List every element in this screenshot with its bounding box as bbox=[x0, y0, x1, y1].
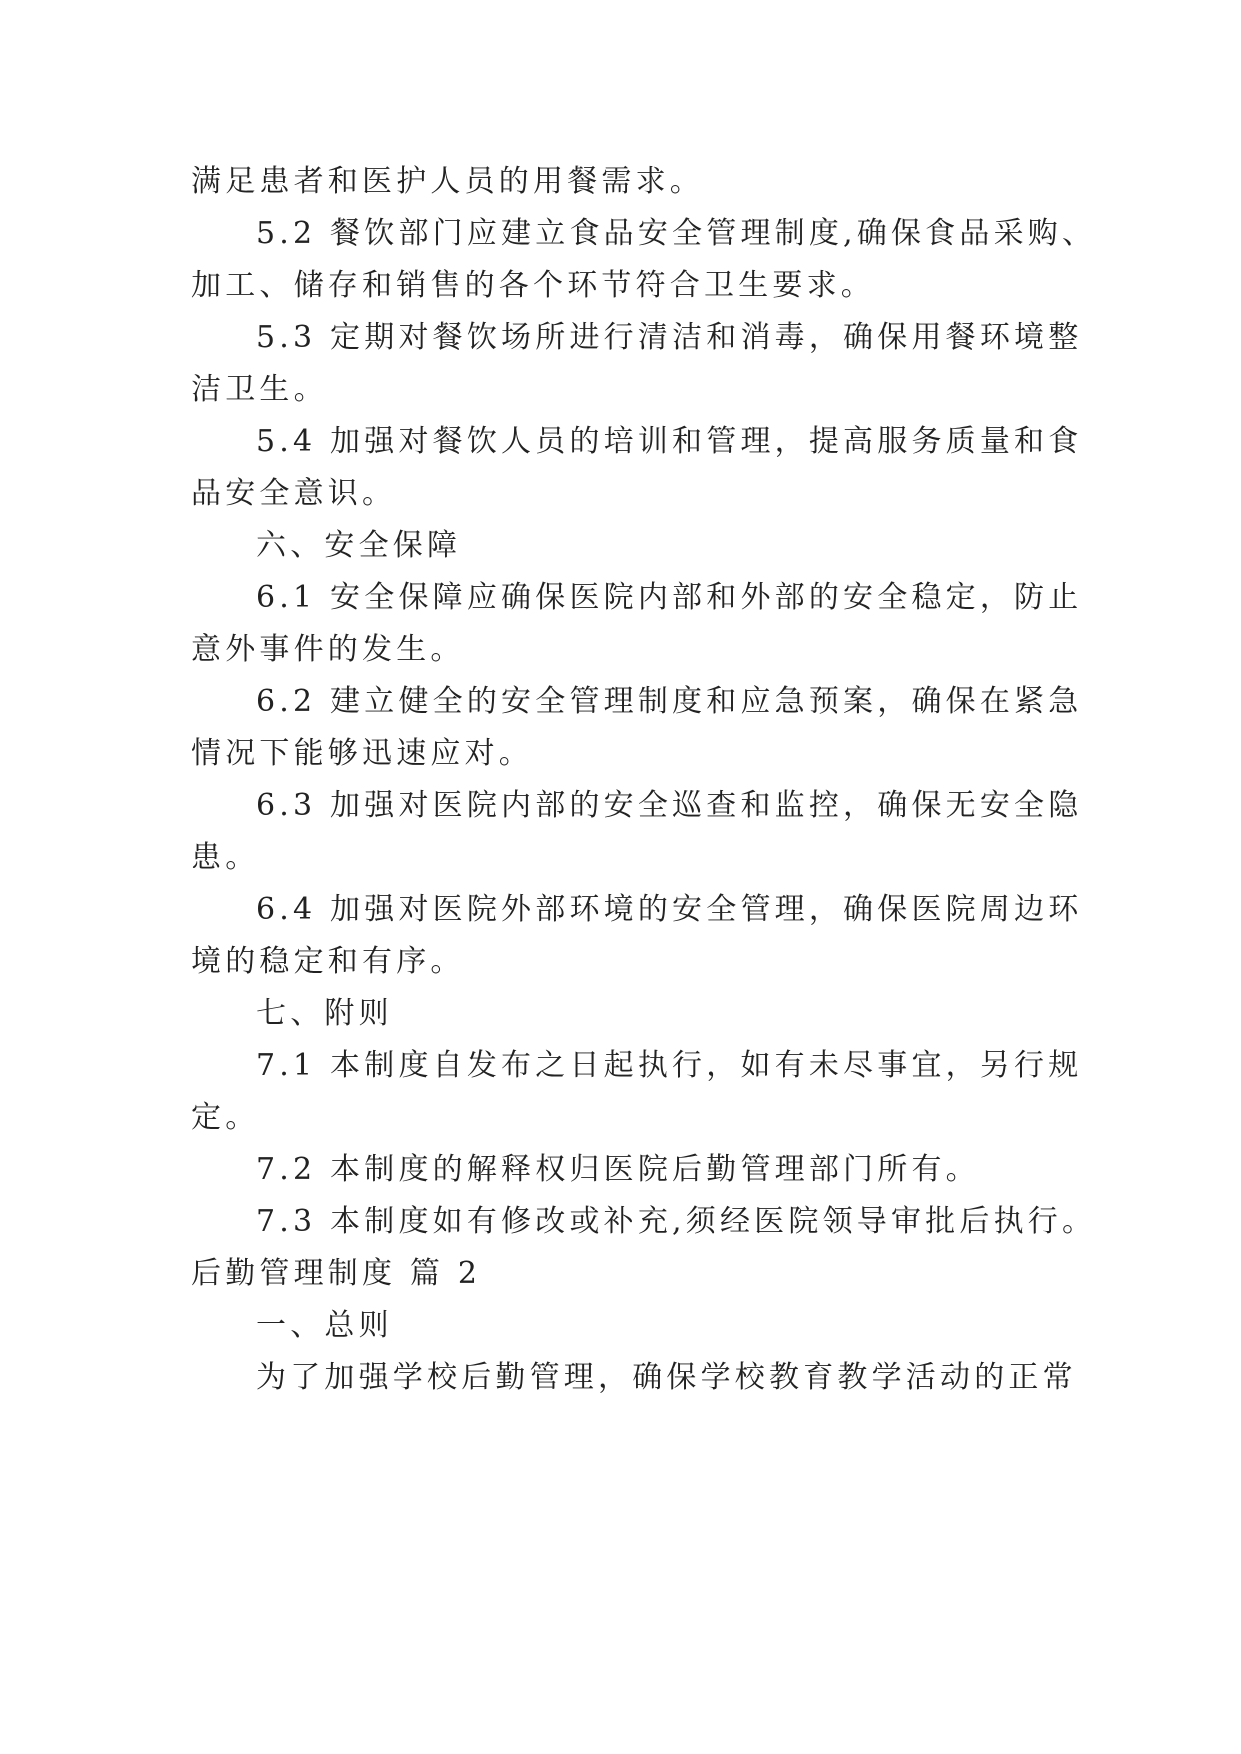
section-heading: 一、总则 bbox=[256, 1308, 393, 1343]
text-line: 境的稳定和有序。 bbox=[191, 944, 465, 979]
section-heading: 七、附则 bbox=[256, 996, 393, 1031]
text-line: 6.1 安全保障应确保医院内部和外部的安全稳定，防止 bbox=[256, 580, 1083, 615]
text-line: 6.3 加强对医院内部的安全巡查和监控，确保无安全隐 bbox=[256, 788, 1083, 823]
text-line: 定。 bbox=[191, 1100, 260, 1135]
text-line: 为了加强学校后勤管理，确保学校教育教学活动的正常 bbox=[256, 1360, 1077, 1395]
text-line: 7.1 本制度自发布之日起执行，如有未尽事宜，另行规 bbox=[256, 1048, 1083, 1083]
text-line: 洁卫生。 bbox=[191, 372, 328, 407]
text-line: 7.3 本制度如有修改或补充,须经医院领导审批后执行。 bbox=[256, 1204, 1097, 1239]
text-line: 5.4 加强对餐饮人员的培训和管理，提高服务质量和食 bbox=[256, 424, 1083, 459]
document-title: 后勤管理制度 篇 2 bbox=[191, 1256, 482, 1291]
text-line: 6.2 建立健全的安全管理制度和应急预案，确保在紧急 bbox=[256, 684, 1083, 719]
text-line: 品安全意识。 bbox=[191, 476, 397, 511]
text-line: 情况下能够迅速应对。 bbox=[191, 736, 533, 771]
text-line: 7.2 本制度的解释权归医院后勤管理部门所有。 bbox=[256, 1152, 980, 1187]
text-line: 满足患者和医护人员的用餐需求。 bbox=[191, 164, 704, 199]
text-line: 意外事件的发生。 bbox=[191, 632, 465, 667]
text-line: 6.4 加强对医院外部环境的安全管理，确保医院周边环 bbox=[256, 892, 1083, 927]
text-line: 5.2 餐饮部门应建立食品安全管理制度,确保食品采购、 bbox=[256, 216, 1097, 251]
text-line: 患。 bbox=[191, 840, 260, 875]
text-line: 5.3 定期对餐饮场所进行清洁和消毒，确保用餐环境整 bbox=[256, 320, 1083, 355]
text-line: 加工、储存和销售的各个环节符合卫生要求。 bbox=[191, 268, 875, 303]
section-heading: 六、安全保障 bbox=[256, 528, 462, 563]
